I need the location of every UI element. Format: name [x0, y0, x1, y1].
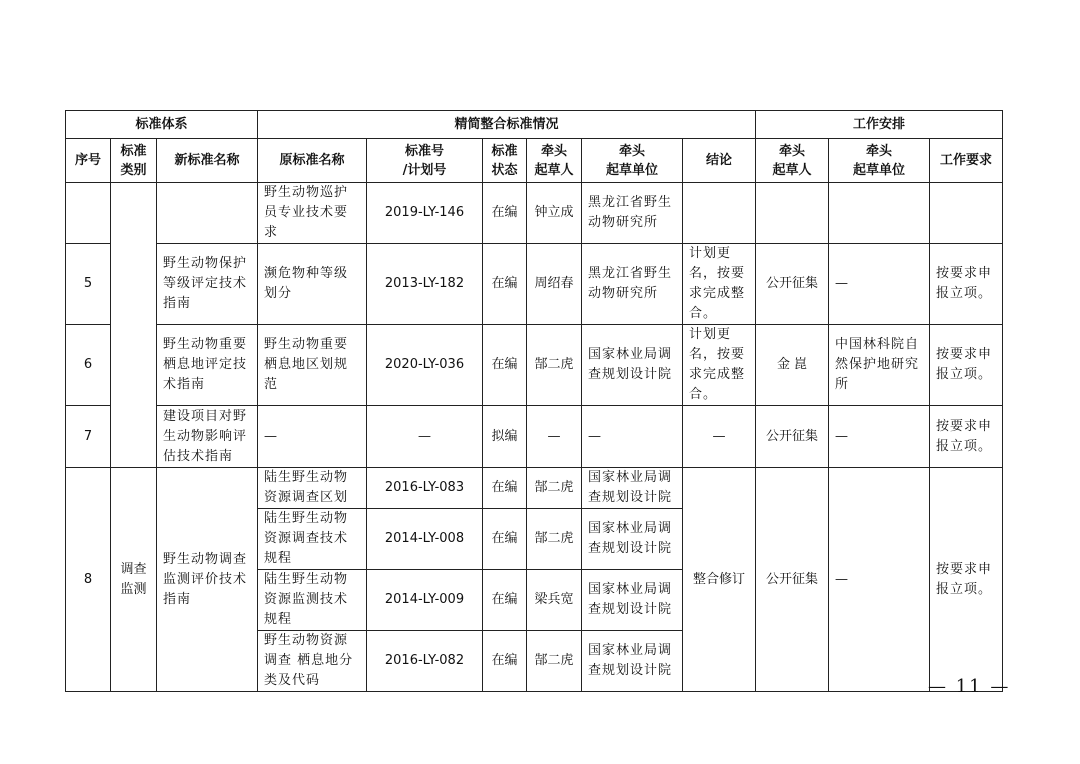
std-no-cell: 2019-LY-146 — [367, 183, 483, 244]
col-header-new-name: 新标准名称 — [157, 139, 258, 183]
orig-name-cell: 陆生野生动物资源调查区划 — [258, 468, 367, 509]
category-cell: 调查监测 — [111, 468, 157, 692]
requirement-cell: 按要求申报立项。 — [930, 468, 1003, 692]
unit-cell: 国家林业局调查规划设计院 — [582, 325, 683, 406]
col-header-drafter-line2: 起草人 — [534, 162, 574, 178]
col-header-status — [483, 139, 527, 183]
status-cell: 在编 — [483, 570, 527, 631]
drafter-cell: 郜二虎 — [527, 509, 582, 570]
work-unit-cell: — — [829, 406, 930, 468]
category-cell — [111, 183, 157, 468]
status-cell: 在编 — [483, 631, 527, 692]
table-row — [66, 244, 1003, 325]
unit-cell: 国家林业局调查规划设计院 — [582, 468, 683, 509]
unit-cell: 黑龙江省野生动物研究所 — [582, 244, 683, 325]
status-cell: 在编 — [483, 244, 527, 325]
work-unit-cell — [829, 183, 930, 244]
conclusion-cell: 计划更名，按要求完成整合。 — [683, 325, 756, 406]
std-no-cell: 2014-LY-008 — [367, 509, 483, 570]
col-header-conclusion: 结论 — [683, 139, 756, 183]
col-header-seq: 序号 — [66, 139, 111, 183]
col-header-unit-line2: 起草单位 — [605, 162, 658, 178]
group-header-system: 标准体系 — [66, 111, 258, 139]
orig-name-cell: 濒危物种等级划分 — [258, 244, 367, 325]
std-no-cell: 2016-LY-082 — [367, 631, 483, 692]
col-header-std-no-line1: 标准号 — [404, 143, 444, 159]
unit-cell: — — [582, 406, 683, 468]
col-header-category — [111, 139, 157, 183]
unit-cell: 国家林业局调查规划设计院 — [582, 631, 683, 692]
col-header-requirement: 工作要求 — [930, 139, 1003, 183]
group-header-row — [66, 111, 1003, 139]
col-header-status-line1: 标准 — [491, 143, 518, 159]
work-unit-cell: 中国林科院自然保护地研究所 — [829, 325, 930, 406]
seq-cell — [66, 183, 111, 244]
requirement-cell — [930, 183, 1003, 244]
col-header-orig-name: 原标准名称 — [258, 139, 367, 183]
unit-cell: 黑龙江省野生动物研究所 — [582, 183, 683, 244]
work-drafter-cell: 金 崑 — [756, 325, 829, 406]
col-header-std-no — [367, 139, 483, 183]
col-header-work-unit-line2: 起草单位 — [853, 162, 906, 178]
seq-cell: 5 — [66, 244, 111, 325]
work-drafter-cell — [756, 183, 829, 244]
orig-name-cell: 陆生野生动物资源调查技术规程 — [258, 509, 367, 570]
col-header-work-unit — [829, 139, 930, 183]
work-drafter-cell: 公开征集 — [756, 468, 829, 692]
work-drafter-cell: 公开征集 — [756, 244, 829, 325]
work-drafter-cell: 公开征集 — [756, 406, 829, 468]
status-cell: 在编 — [483, 468, 527, 509]
drafter-cell: — — [527, 406, 582, 468]
seq-cell: 7 — [66, 406, 111, 468]
requirement-cell: 按要求申报立项。 — [930, 244, 1003, 325]
table-row — [66, 468, 1003, 509]
table-row — [66, 406, 1003, 468]
unit-cell: 国家林业局调查规划设计院 — [582, 570, 683, 631]
status-cell: 在编 — [483, 325, 527, 406]
col-header-category-line2: 类别 — [120, 162, 147, 178]
seq-cell: 6 — [66, 325, 111, 406]
status-cell: 拟编 — [483, 406, 527, 468]
std-no-cell: 2016-LY-083 — [367, 468, 483, 509]
drafter-cell: 郜二虎 — [527, 468, 582, 509]
col-header-work-drafter-line1: 牵头 — [779, 143, 806, 159]
col-header-work-drafter-line2: 起草人 — [772, 162, 812, 178]
drafter-cell: 郜二虎 — [527, 631, 582, 692]
drafter-cell: 钟立成 — [527, 183, 582, 244]
conclusion-cell: — — [683, 406, 756, 468]
std-no-cell: 2020-LY-036 — [367, 325, 483, 406]
new-name-cell: 野生动物调查监测评价技术指南 — [157, 468, 258, 692]
col-header-unit-line1: 牵头 — [618, 143, 645, 159]
table-row — [66, 325, 1003, 406]
standards-table — [65, 110, 1003, 692]
col-header-work-drafter — [756, 139, 829, 183]
col-header-category-line1: 标准 — [120, 143, 147, 159]
group-header-integration: 精简整合标准情况 — [258, 111, 756, 139]
seq-cell: 8 — [66, 468, 111, 692]
col-header-unit — [582, 139, 683, 183]
new-name-cell: 建设项目对野生动物影响评估技术指南 — [157, 406, 258, 468]
drafter-cell: 郜二虎 — [527, 325, 582, 406]
orig-name-cell: — — [258, 406, 367, 468]
new-name-cell: 野生动物重要栖息地评定技术指南 — [157, 325, 258, 406]
conclusion-cell — [683, 183, 756, 244]
requirement-cell: 按要求申报立项。 — [930, 406, 1003, 468]
std-no-cell: 2013-LY-182 — [367, 244, 483, 325]
status-cell: 在编 — [483, 509, 527, 570]
new-name-cell: 野生动物保护等级评定技术指南 — [157, 244, 258, 325]
col-header-status-line2: 状态 — [491, 162, 518, 178]
new-name-cell — [157, 183, 258, 244]
work-unit-cell: — — [829, 244, 930, 325]
std-no-cell: 2014-LY-009 — [367, 570, 483, 631]
conclusion-cell: 计划更名，按要求完成整合。 — [683, 244, 756, 325]
drafter-cell: 周绍春 — [527, 244, 582, 325]
group-header-work: 工作安排 — [756, 111, 1003, 139]
requirement-cell: 按要求申报立项。 — [930, 325, 1003, 406]
col-header-drafter — [527, 139, 582, 183]
orig-name-cell: 陆生野生动物资源监测技术规程 — [258, 570, 367, 631]
status-cell: 在编 — [483, 183, 527, 244]
std-no-cell: — — [367, 406, 483, 468]
drafter-cell: 梁兵宽 — [527, 570, 582, 631]
conclusion-cell: 整合修订 — [683, 468, 756, 692]
page-number: — 11 — — [928, 676, 1011, 697]
orig-name-cell: 野生动物资源调查 栖息地分类及代码 — [258, 631, 367, 692]
col-header-std-no-line2: /计划号 — [402, 162, 447, 178]
table-row — [66, 183, 1003, 244]
work-unit-cell: — — [829, 468, 930, 692]
column-header-row — [66, 139, 1003, 183]
col-header-work-unit-line1: 牵头 — [866, 143, 893, 159]
orig-name-cell: 野生动物巡护员专业技术要求 — [258, 183, 367, 244]
orig-name-cell: 野生动物重要栖息地区划规范 — [258, 325, 367, 406]
col-header-drafter-line1: 牵头 — [540, 143, 567, 159]
unit-cell: 国家林业局调查规划设计院 — [582, 509, 683, 570]
